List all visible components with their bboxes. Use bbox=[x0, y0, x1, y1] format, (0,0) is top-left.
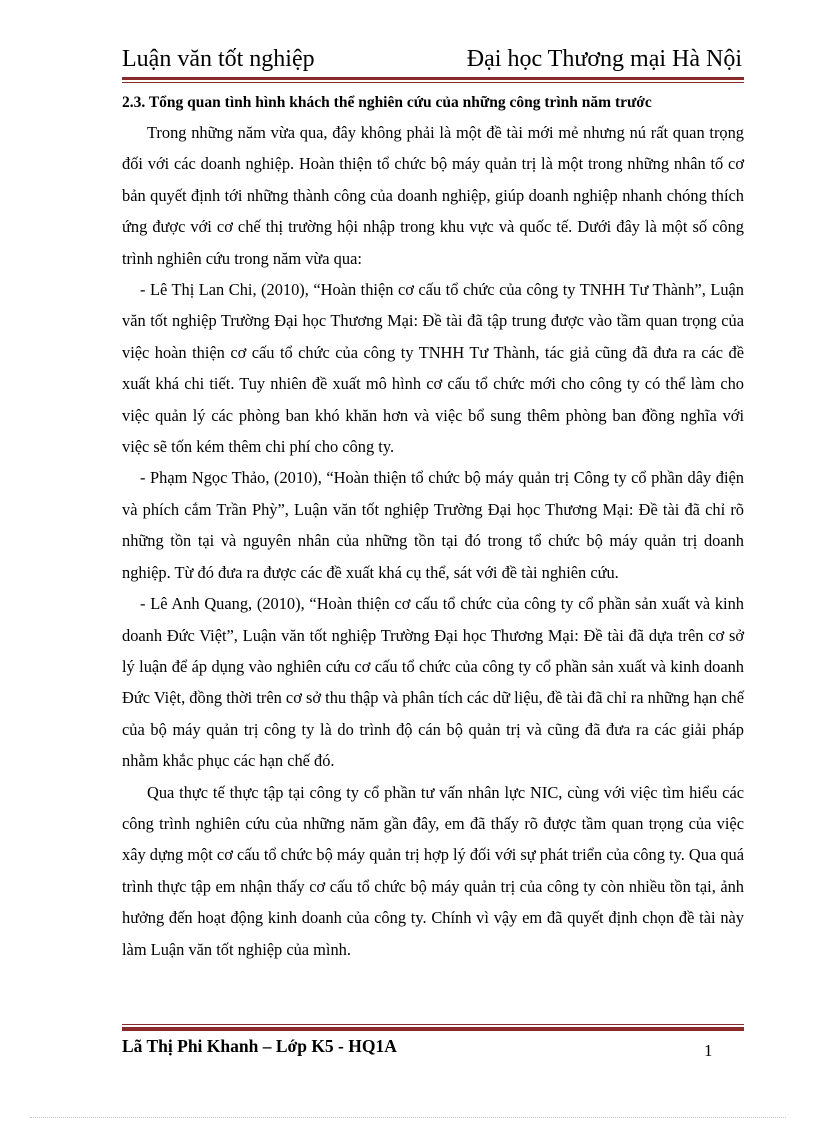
reference-item-le-thi-lan-chi: - Lê Thị Lan Chi, (2010), “Hoàn thiện cơ cấu tổ chức của công ty TNHH Tư Thành”, Luận văn tốt nghiệp Trường Đại học Thương Mại: Đề tài đã tập trung được vào tầm quan trọng của việc hoàn thiện cơ cấu tổ chức của công ty TNHH Tư Thành, tác giả cũng đã đưa ra các đề xuất khá chi tiết. Tuy nhiên đề xuất mô hình cơ cấu tổ chức mới cho công ty có thể làm cho việc quản lý các phòng ban khó khăn hơn và việc bổ sung thêm phòng ban đồng nghĩa với việc sẽ tốn kém thêm chi phí cho công ty. bbox=[122, 280, 744, 457]
footer-rule-thin bbox=[122, 1024, 744, 1025]
header-thesis-label: Luận văn tốt nghiệp bbox=[122, 46, 315, 72]
header-university-label: Đại học Thương mại Hà Nội bbox=[466, 46, 742, 72]
reference-item-pham-ngoc-thao: - Phạm Ngọc Thảo, (2010), “Hoàn thiện tổ chức bộ máy quản trị Công ty cổ phần dây điện và phích cắm Trần Phỳ”, Luận văn tốt nghiệp Trường Đại học Thương Mại: Đề tài đã chỉ rõ những tồn tại và nguyên nhân của những tồn tại đó trong tổ chức bộ máy quản trị doanh nghiệp. Từ đó đưa ra được các đề xuất khá cụ thể, sát với đề tài nghiên cứu. bbox=[122, 468, 744, 582]
header-rule-thin bbox=[122, 82, 744, 83]
intro-paragraph: Trong những năm vừa qua, đây không phải là một đề tài mới mẻ nhưng nú rất quan trọng đối với các doanh nghiệp. Hoàn thiện tổ chức bộ máy quản trị là một trong những nhân tố cơ bản quyết định tới những thành công của doanh nghiệp, giúp doanh nghiệp nhanh chóng thích ứng được với cơ chế thị trường hội nhập trong khu vực và quốc tế. Dưới đây là một số công trình nghiên cứu trong năm vừa qua: bbox=[122, 123, 744, 268]
body-text bbox=[122, 117, 744, 965]
page-header bbox=[122, 46, 742, 78]
section-heading: 2.3. Tổng quan tình hình khách thể nghiên cứu của những công trình năm trước bbox=[122, 94, 652, 111]
page-number: 1 bbox=[704, 1041, 713, 1060]
conclusion-paragraph: Qua thực tế thực tập tại công ty cổ phần tư vấn nhân lực NIC, cùng với việc tìm hiểu các công trình nghiên cứu của những năm gần đây, em đã thấy rõ được tầm quan trọng của việc xây dựng một cơ cấu tổ chức bộ máy quản trị hợp lý đối với sự phát triển của công ty. Qua quá trình thực tập em nhận thấy cơ cấu tổ chức bộ máy quản trị của công ty còn nhiều tồn tại, ảnh hưởng đến hoạt động kinh doanh của công ty. Chính vì vậy em đã quyết định chọn đề tài này làm Luận văn tốt nghiệp của mình. bbox=[122, 782, 744, 959]
header-rule-thick bbox=[122, 77, 744, 80]
reference-item-le-anh-quang: - Lê Anh Quang, (2010), “Hoàn thiện cơ cấu tổ chức của công ty cổ phần sản xuất và kinh doanh Đức Việt”, Luận văn tốt nghiệp Trường Đại học Thương Mại: Đề tài đã dựa trên cơ sở lý luận để áp dụng vào nghiên cứu cơ cấu tổ chức của công ty cổ phần sản xuất và kinh doanh Đức Việt, đồng thời trên cơ sở thu thập và phân tích các dữ liệu, đề tài đã chỉ ra những hạn chế của bộ máy quản trị công ty là do trình độ cán bộ quản trị và cũng đã đưa ra các giải pháp nhằm khắc phục các hạn chế đó. bbox=[122, 594, 744, 771]
page-boundary-dotted-line bbox=[30, 1117, 786, 1118]
footer-rule-thick bbox=[122, 1027, 744, 1031]
footer-author: Lã Thị Phi Khanh – Lớp K5 - HQ1A bbox=[122, 1036, 397, 1056]
